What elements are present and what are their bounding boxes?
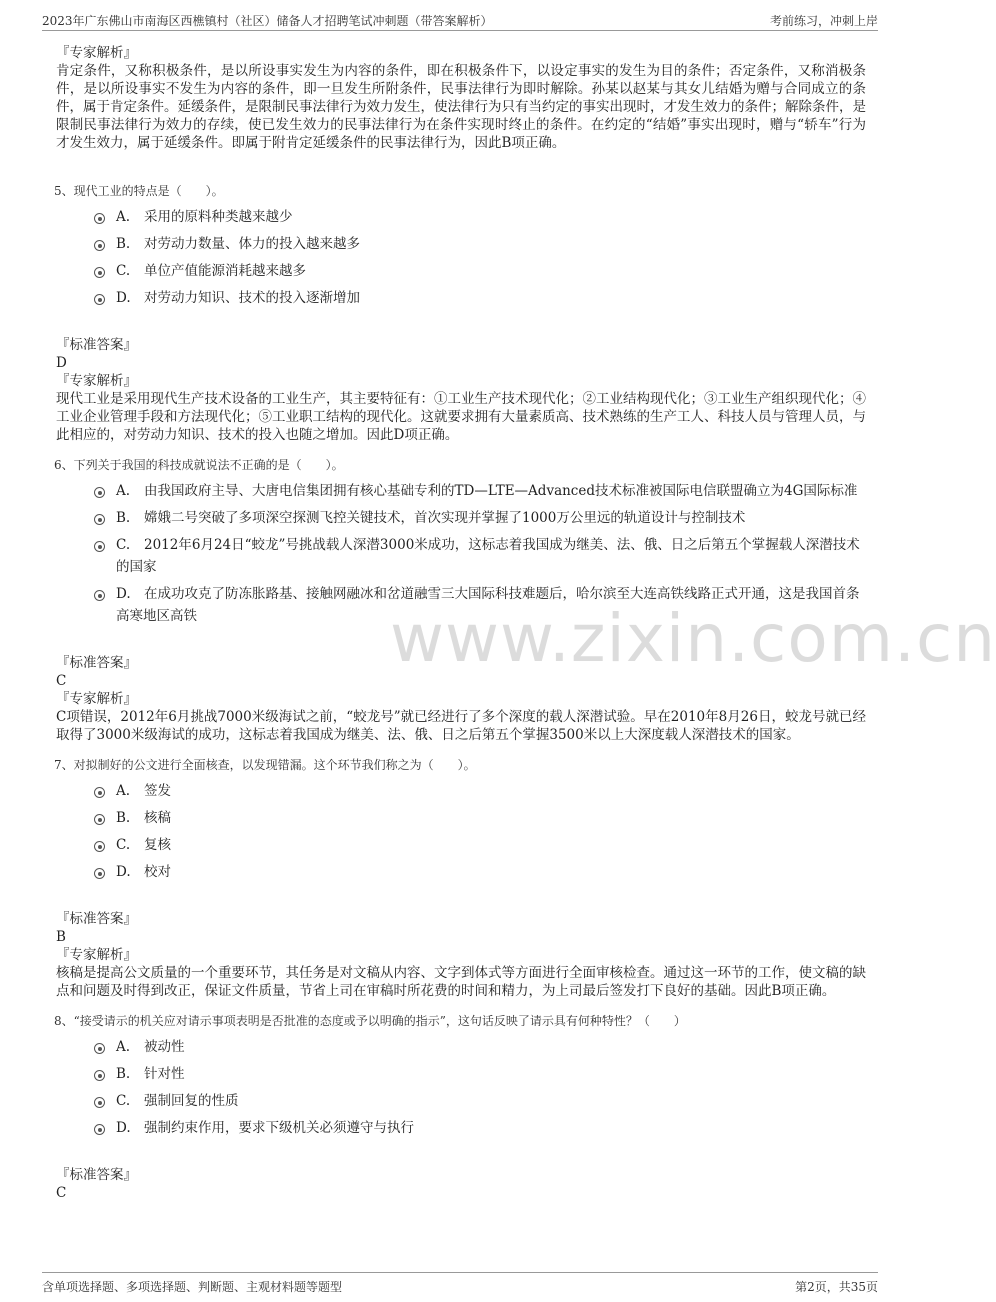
radio-icon[interactable] xyxy=(94,240,105,251)
expert-analysis-label: 『专家解析』 xyxy=(56,45,137,61)
standard-answer-label: 『标准答案』 xyxy=(56,911,137,927)
question-5-options xyxy=(92,206,866,309)
footer-question-types: 含单项选择题、多项选择题、判断题、主观材料题等题型 xyxy=(42,1280,343,1294)
question-6-options xyxy=(92,480,866,627)
standard-answer-label: 『标准答案』 xyxy=(56,655,137,671)
radio-icon[interactable] xyxy=(94,590,105,601)
option-b[interactable]: B. 嫦娥二号突破了多项深空探测飞控关键技术，首次实现并掌握了1000万公里远的轨道设计与控制技术 xyxy=(92,507,866,529)
option-c[interactable]: C. 2012年6月24日“蛟龙”号挑战载人深潜3000米成功，这标志着我国成为继美、法、俄、日之后第五个掌握载人深潜技术的国家 xyxy=(92,534,866,578)
option-d[interactable]: D. 强制约束作用，要求下级机关必须遵守与执行 xyxy=(92,1117,866,1139)
expert-analysis-label: 『专家解析』 xyxy=(56,691,137,707)
radio-icon[interactable] xyxy=(94,1070,105,1081)
document-title: 2023年广东佛山市南海区西樵镇村（社区）储备人才招聘笔试冲刺题（带答案解析） xyxy=(42,14,493,28)
radio-icon[interactable] xyxy=(94,814,105,825)
question-7-stem: 7、对拟制好的公文进行全面核查，以发现错漏。这个环节我们称之为（ ）。 xyxy=(54,758,476,772)
document-body xyxy=(56,44,866,1202)
question-7-options xyxy=(92,780,866,883)
radio-icon[interactable] xyxy=(94,267,105,278)
radio-icon[interactable] xyxy=(94,1043,105,1054)
option-c[interactable]: C. 强制回复的性质 xyxy=(92,1090,866,1112)
standard-answer-label: 『标准答案』 xyxy=(56,1167,137,1183)
radio-icon[interactable] xyxy=(94,487,105,498)
option-a[interactable]: A. 被动性 xyxy=(92,1036,866,1058)
expert-analysis-label: 『专家解析』 xyxy=(56,947,137,963)
question-6-stem: 6、下列关于我国的科技成就说法不正确的是（ ）。 xyxy=(54,458,344,472)
option-b[interactable]: B. 针对性 xyxy=(92,1063,866,1085)
question-5-answer: D xyxy=(56,355,67,371)
option-b[interactable]: B. 对劳动力数量、体力的投入越来越多 xyxy=(92,233,866,255)
page-footer xyxy=(42,1272,878,1297)
watermark: www.zixin.com.cn xyxy=(390,600,996,677)
option-b[interactable]: B. 核稿 xyxy=(92,807,866,829)
option-d[interactable]: D. 对劳动力知识、技术的投入逐渐增加 xyxy=(92,287,866,309)
standard-answer-label: 『标准答案』 xyxy=(56,337,137,353)
q4-analysis-text: 肯定条件，又称积极条件，是以所设事实发生为内容的条件，即在积极条件下，以设定事实的发生为目的条件；否定条件，又称消极条件，是以所设事实不发生为内容的条件，即一旦发生所附条件，民事法律行为即时解除。孙某以赵某与其女儿结婚为赠与合同成立的条件，属于肯定条件。延缓条件，是限制民事法律行为效力发生，使法律行为只有当约定的事实出现时，才发生效力的条件；解除条件，是限制民事法律行为效力的存续，使已发生效力的民事法律行为在条件实现时终止的条件。在约定的“结婚”事实出现时，赠与“轿车”行为才发生效力，属于延缓条件。即属于附肯定延缓条件的民事法律行为，因此B项正确。 xyxy=(56,63,866,151)
question-7-analysis: 核稿是提高公文质量的一个重要环节，其任务是对文稿从内容、文字到体式等方面进行全面审核检查。通过这一环节的工作，使文稿的缺点和问题及时得到改正，保证文件质量，节省上司在审稿时所花费的时间和精力，为上司最后签发打下良好的基础。因此B项正确。 xyxy=(56,965,866,999)
question-5-stem: 5、现代工业的特点是（ ）。 xyxy=(54,184,224,198)
radio-icon[interactable] xyxy=(94,541,105,552)
radio-icon[interactable] xyxy=(94,868,105,879)
question-6-analysis: C项错误，2012年6月挑战7000米级海试之前，“蛟龙号”就已经进行了多个深度的载人深潜试验。早在2010年8月26日，蛟龙号就已经取得了3000米级海试的成功，这标志着我国成为继美、法、俄、日之后第五个掌握3500米以上大深度载人深潜技术的国家。 xyxy=(56,709,866,743)
question-7-answer: B xyxy=(56,929,66,945)
option-c[interactable]: C. 复核 xyxy=(92,834,866,856)
option-c[interactable]: C. 单位产值能源消耗越来越多 xyxy=(92,260,866,282)
option-d[interactable]: D. 在成功攻克了防冻胀路基、接触网融冰和岔道融雪三大国际科技难题后，哈尔滨至大连高铁线路正式开通，这是我国首条高寒地区高铁 xyxy=(92,583,866,627)
radio-icon[interactable] xyxy=(94,294,105,305)
radio-icon[interactable] xyxy=(94,1097,105,1108)
question-8-stem: 8、“接受请示的机关应对请示事项表明是否批准的态度或予以明确的指示”，这句话反映了请示具有何种特性？（ ） xyxy=(54,1014,686,1028)
question-8-options xyxy=(92,1036,866,1139)
page-number: 第2页，共35页 xyxy=(795,1280,878,1294)
question-8-answer: C xyxy=(56,1185,67,1201)
question-6-answer: C xyxy=(56,673,67,689)
radio-icon[interactable] xyxy=(94,787,105,798)
radio-icon[interactable] xyxy=(94,841,105,852)
expert-analysis-label: 『专家解析』 xyxy=(56,373,137,389)
header-slogan: 考前练习，冲刺上岸 xyxy=(769,14,878,28)
page-header xyxy=(42,8,878,31)
radio-icon[interactable] xyxy=(94,213,105,224)
option-a[interactable]: A. 采用的原料种类越来越少 xyxy=(92,206,866,228)
option-a[interactable]: A. 签发 xyxy=(92,780,866,802)
option-d[interactable]: D. 校对 xyxy=(92,861,866,883)
radio-icon[interactable] xyxy=(94,1124,105,1135)
option-a[interactable]: A. 由我国政府主导、大唐电信集团拥有核心基础专利的TD—LTE—Advanced技术标准被国际电信联盟确立为4G国际标准 xyxy=(92,480,866,502)
radio-icon[interactable] xyxy=(94,514,105,525)
question-5-analysis: 现代工业是采用现代生产技术设备的工业生产，其主要特征有：①工业生产技术现代化；②工业结构现代化；③工业生产组织现代化；④工业企业管理手段和方法现代化；⑤工业职工结构的现代化。这就要求拥有大量素质高、技术熟练的生产工人、科技人员与管理人员，与此相应的，对劳动力知识、技术的投入也随之增加。因此D项正确。 xyxy=(56,391,866,443)
